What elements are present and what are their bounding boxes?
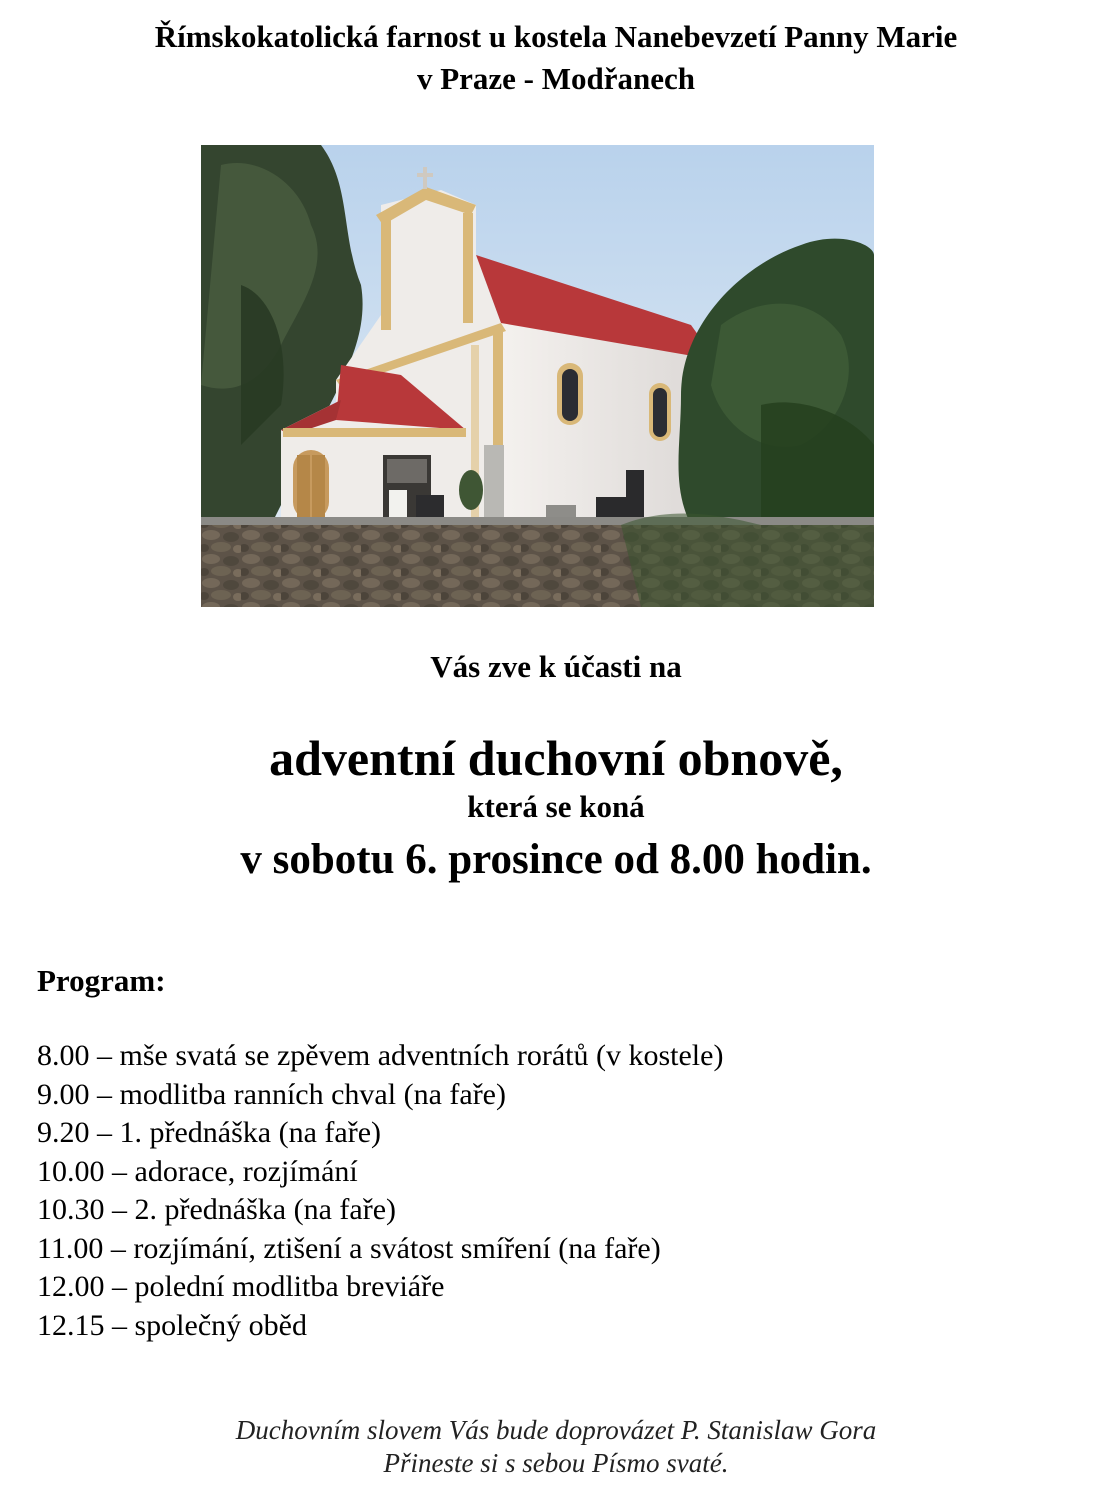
invitation-intro: Vás zve k účasti na (430, 649, 682, 684)
footer-reminder: Přineste si s sebou Písmo svaté. (383, 1448, 729, 1478)
program-item: 10.30 – 2. přednáška (na faře) (37, 1193, 397, 1226)
program-list (37, 1037, 723, 1345)
church-photo (201, 145, 874, 607)
cemetery-wall (201, 513, 874, 607)
program-item: 12.00 – polední modlitba breviáře (37, 1270, 445, 1303)
parish-location: v Praze - Modřanech (416, 61, 696, 96)
event-subtitle: která se koná (467, 789, 645, 824)
event-date: v sobotu 6. prosince od 8.00 hodin. (240, 836, 872, 883)
program-heading: Program: (37, 963, 166, 998)
parish-header (0, 16, 1112, 100)
program-item: 9.00 – modlitba ranních chval (na faře) (37, 1077, 506, 1111)
parish-name: Římskokatolická farnost u kostela Nanebevzetí Panny Marie (154, 19, 958, 54)
program-item: 12.15 – společný oběd (37, 1308, 307, 1342)
footer-speaker: Duchovním slovem Vás bude doprovázet P. Stanislaw Gora (235, 1415, 877, 1445)
program-item: 8.00 – mše svatá se zpěvem adventních rorátů (v kostele) (37, 1039, 724, 1072)
footer-note (0, 1414, 1112, 1480)
program-item: 10.00 – adorace, rozjímání (37, 1154, 358, 1188)
program-item: 9.20 – 1. přednáška (na faře) (37, 1116, 382, 1149)
event-title: adventní duchovní obnově, (269, 730, 843, 786)
program-item: 11.00 – rozjímání, ztišení a svátost smíření (na faře) (37, 1231, 661, 1265)
